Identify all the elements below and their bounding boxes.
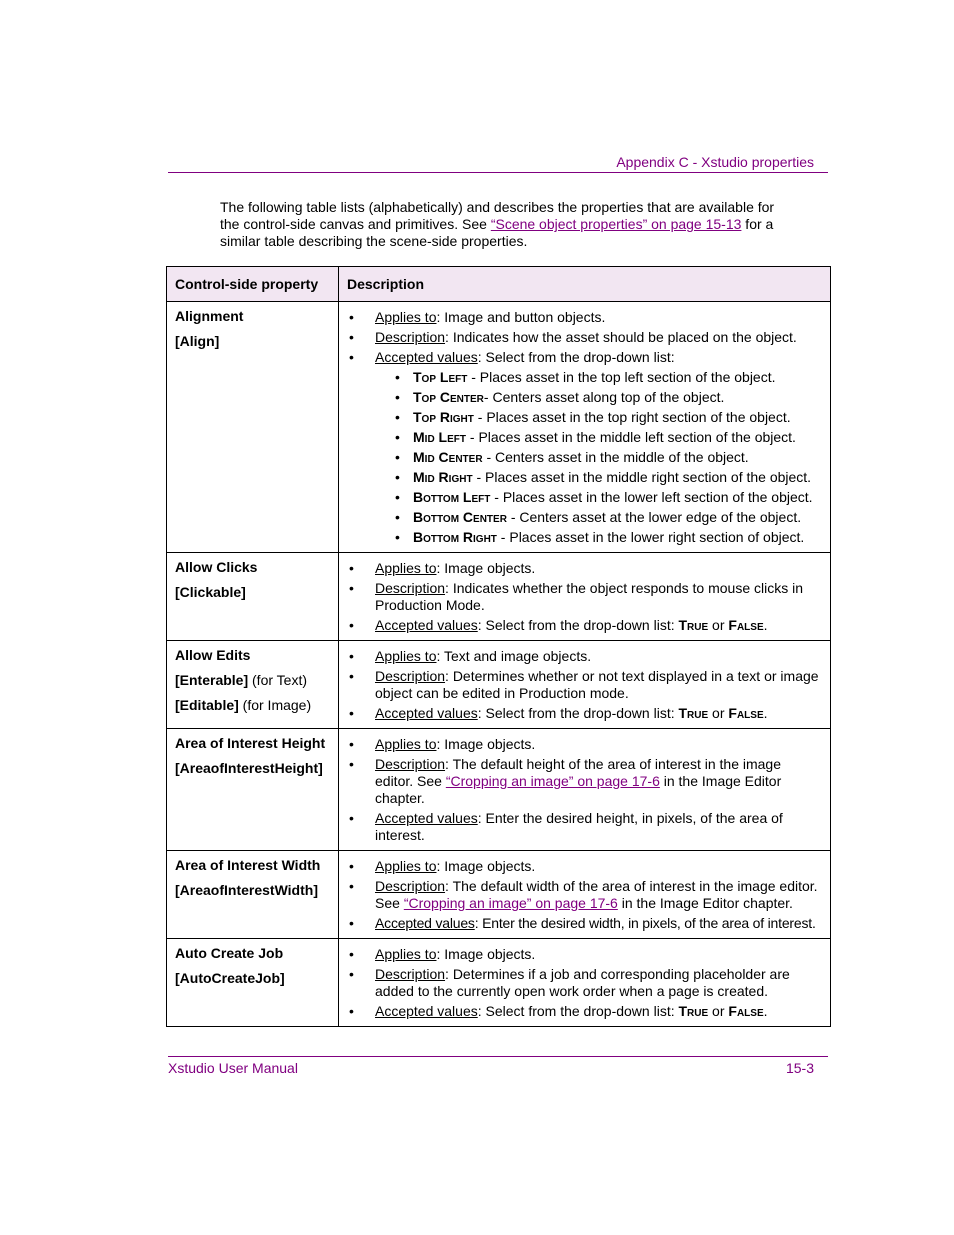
scene-properties-link[interactable]: “Scene object properties” on page 15-13: [490, 216, 742, 232]
list-item: • Bottom Left - Places asset in the lower left section of the object.: [375, 489, 822, 506]
accepted-values-item: • Accepted values: Select from the drop-down list: True or False.: [347, 1003, 822, 1020]
property-cell: [167, 851, 339, 939]
accepted-values-item: • Accepted values: Enter the desired height, in pixels, of the area of interest.: [347, 810, 822, 844]
description-item: • Description: The default height of the area of interest in the image editor. See “Cropping an image” on page 17-6 in the Image Editor chapter.: [347, 756, 822, 807]
description-item: • Description: Determines if a job and corresponding placeholder are added to the currently open work order when a page is created.: [347, 966, 822, 1000]
table-row: [167, 729, 831, 851]
intro-paragraph: [220, 199, 790, 250]
cropping-image-link[interactable]: “Cropping an image” on page 17-6: [445, 773, 660, 789]
footer-rule: [168, 1056, 828, 1057]
property-cell: [167, 302, 339, 553]
property-cell: [167, 641, 339, 729]
table-header-row: [167, 267, 831, 302]
applies-to-item: • Applies to: Image objects.: [347, 858, 822, 875]
property-key: [Clickable]: [175, 584, 246, 600]
description-item: • Description: The default width of the area of interest in the image editor. See “Cropping an image” on page 17-6 in the Image Editor chapter.: [347, 878, 822, 912]
cropping-image-link[interactable]: “Cropping an image” on page 17-6: [403, 895, 618, 911]
table-row: [167, 553, 831, 641]
list-item: • Mid Right - Places asset in the middle right section of the object.: [375, 469, 822, 486]
property-name: Allow Clicks: [175, 559, 258, 575]
description-item: • Description: Indicates whether the object responds to mouse clicks in Production Mode.: [347, 580, 822, 614]
property-key: [Enterable] (for Text): [175, 672, 307, 688]
applies-to-item: • Applies to: Text and image objects.: [347, 648, 822, 665]
accepted-values-item: • Accepted values: Select from the drop-down list: True or False.: [347, 705, 822, 722]
page-number: 15-3: [785, 1060, 814, 1076]
property-key: [AutoCreateJob]: [175, 970, 285, 986]
table-row: [167, 302, 831, 553]
applies-to-item: • Applies to: Image objects.: [347, 560, 822, 577]
description-cell: [339, 302, 831, 553]
property-cell: [167, 939, 339, 1027]
property-name: Allow Edits: [175, 647, 251, 663]
list-item: • Bottom Right - Places asset in the lower right section of object.: [375, 529, 822, 546]
table-row: [167, 641, 831, 729]
footer-manual-title: Xstudio User Manual: [168, 1060, 298, 1076]
description-cell: [339, 641, 831, 729]
property-key: [AreaofInterestWidth]: [175, 882, 318, 898]
accepted-values-item: • Accepted values: Enter the desired width, in pixels, of the area of interest.: [347, 915, 822, 932]
description-item: • Description: Indicates how the asset should be placed on the object.: [347, 329, 822, 346]
intro-text: The following table lists (alphabetically) and describes the properties that are available for the control-side canvas and primitives. See: [220, 199, 775, 232]
applies-to-item: • Applies to: Image and button objects.: [347, 309, 822, 326]
intro-text-end: for a similar table describing the scene-side properties.: [220, 216, 774, 249]
property-name: Alignment: [175, 308, 244, 324]
property-cell: [167, 553, 339, 641]
description-cell: [339, 729, 831, 851]
list-item: • Top Left - Places asset in the top left section of the object.: [375, 369, 822, 386]
list-item: • Top Center- Centers asset along top of the object.: [375, 389, 822, 406]
list-item: • Bottom Center - Centers asset at the lower edge of the object.: [375, 509, 822, 526]
list-item: • Top Right - Places asset in the top right section of the object.: [375, 409, 822, 426]
table-row: [167, 851, 831, 939]
list-item: • Mid Left - Places asset in the middle left section of the object.: [375, 429, 822, 446]
accepted-values-item: • Accepted values: Select from the drop-down list: • Top Left - Places asset in the top left section of the object. • Top Center- Centers asset along top of the object. • Top Right - Places asset in the top right section of the object. • Mid Left - Places asset in the middle left section of the object. • Mid Center - Centers asset in the middle of the object. • Mid Right - Places asset in the middle right section of the object. • Bottom Left - Places asset in the lower left section of the object. • Bottom Center - Centers asset at the lower edge of the object. • Bottom Right - Places asset in the lower right section of object.: [347, 349, 822, 546]
alignment-options: [375, 369, 822, 546]
running-header: Appendix C - Xstudio properties: [616, 154, 814, 170]
property-key: [Align]: [175, 333, 220, 349]
property-cell: [167, 729, 339, 851]
applies-to-item: • Applies to: Image objects.: [347, 946, 822, 963]
description-item: • Description: Determines whether or not text displayed in a text or image object can be edited in Production mode.: [347, 668, 822, 702]
column-header-property: Control-side property: [167, 267, 339, 302]
description-cell: [339, 553, 831, 641]
applies-to-item: • Applies to: Image objects.: [347, 736, 822, 753]
description-cell: [339, 851, 831, 939]
property-name: Area of Interest Height: [175, 735, 326, 751]
property-name: Auto Create Job: [175, 945, 284, 961]
table-row: [167, 939, 831, 1027]
property-name: Area of Interest Width: [175, 857, 321, 873]
property-key: [Editable] (for Image): [175, 697, 312, 713]
accepted-values-item: • Accepted values: Select from the drop-down list: True or False.: [347, 617, 822, 634]
properties-table: [166, 266, 831, 1027]
list-item: • Mid Center - Centers asset in the middle of the object.: [375, 449, 822, 466]
description-cell: [339, 939, 831, 1027]
header-rule: [168, 172, 828, 173]
property-key: [AreaofInterestHeight]: [175, 760, 323, 776]
column-header-description: Description: [339, 267, 831, 302]
